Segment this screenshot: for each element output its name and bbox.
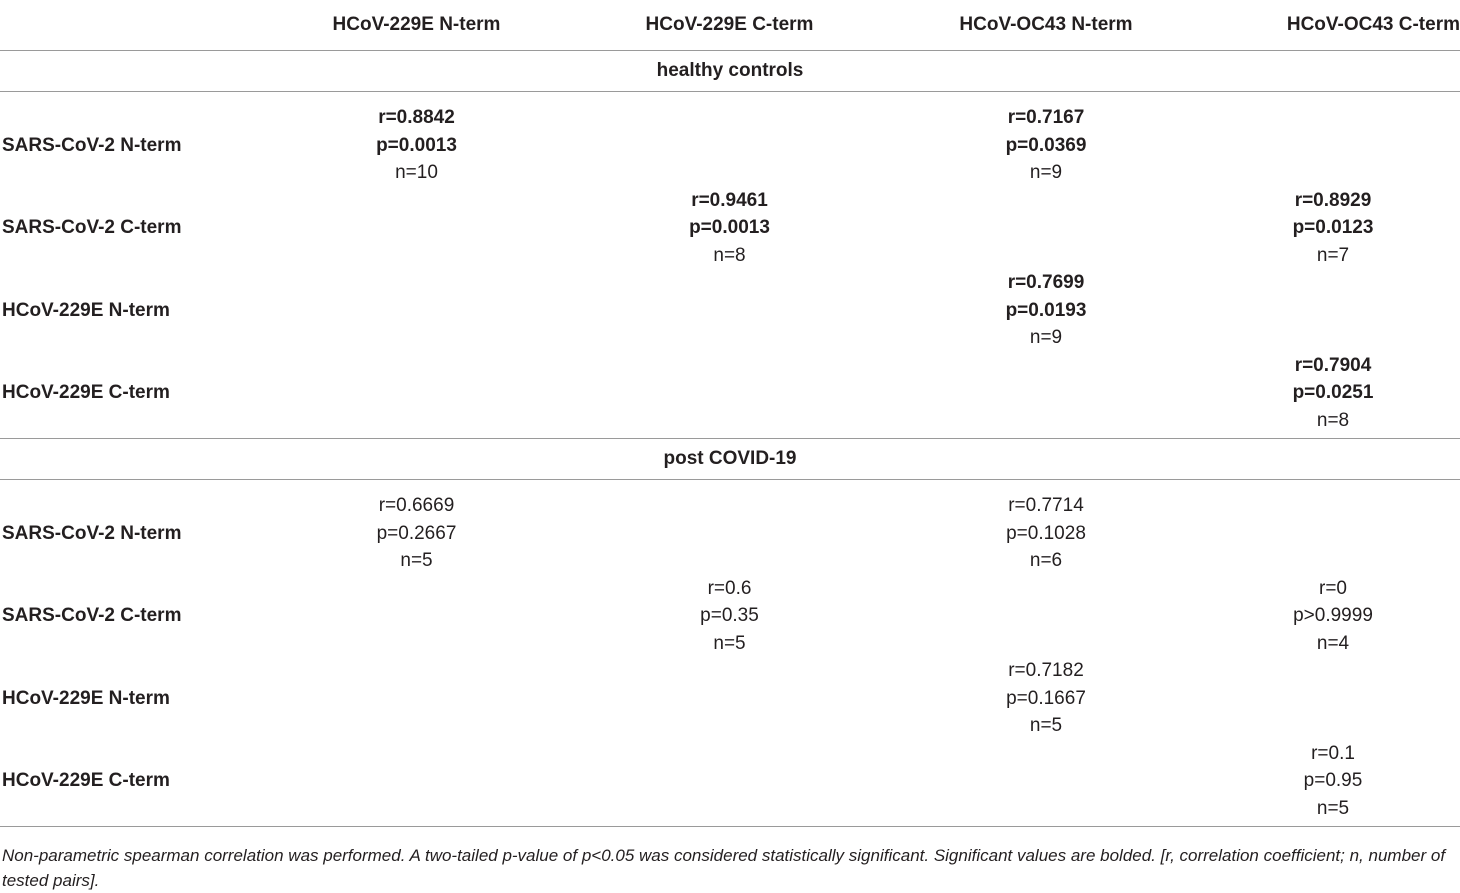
correlation-cell <box>260 480 573 575</box>
r-value: r=0 <box>1319 577 1347 599</box>
row-label: SARS-CoV-2 C-term <box>2 217 182 238</box>
n-value: n=6 <box>1029 550 1063 571</box>
correlation-cell <box>1206 657 1460 740</box>
group-header-row <box>0 439 1460 480</box>
n-value: n=10 <box>395 162 438 183</box>
p-value: p=0.35 <box>700 605 759 626</box>
r-value: r=0.7167 <box>1007 107 1085 128</box>
correlation-cell <box>260 92 573 187</box>
r-value: r=0.6 <box>707 577 752 599</box>
table-row <box>0 352 1460 439</box>
r-value: r=0.6669 <box>378 495 455 516</box>
correlation-cell <box>886 740 1206 827</box>
correlation-cell <box>260 575 573 658</box>
n-value: n=9 <box>1029 162 1063 183</box>
header-cell-229e-nterm: HCoV-229E N-term <box>260 0 573 51</box>
r-value: r=0.7182 <box>1008 660 1084 681</box>
correlation-cell <box>573 575 886 658</box>
header-row <box>0 0 1460 51</box>
n-value: n=8 <box>713 244 746 266</box>
row-label: SARS-CoV-2 N-term <box>2 522 182 544</box>
table-row <box>0 187 1460 270</box>
header-cell-empty <box>0 0 260 51</box>
r-value: r=0.1 <box>1311 742 1355 764</box>
n-value: n=5 <box>713 632 746 654</box>
n-value: n=5 <box>400 550 433 571</box>
row-label: SARS-CoV-2 C-term <box>2 605 182 626</box>
correlation-cell <box>1206 352 1460 439</box>
correlation-cell <box>886 657 1206 740</box>
r-value: r=0.8929 <box>1294 189 1372 211</box>
p-value: p=0.0013 <box>376 134 457 156</box>
r-value: r=0.7699 <box>1007 272 1085 293</box>
correlation-cell <box>886 269 1206 352</box>
correlation-cell <box>573 269 886 352</box>
row-label: HCoV-229E C-term <box>0 740 260 827</box>
r-value: r=0.7904 <box>1294 354 1372 376</box>
correlation-cell <box>573 352 886 439</box>
group-label: post COVID-19 <box>0 439 1460 480</box>
correlation-cell <box>1206 187 1460 270</box>
p-value: p=0.1028 <box>1006 522 1086 544</box>
correlation-cell <box>260 657 573 740</box>
n-value: n=5 <box>1029 715 1063 736</box>
p-value: p=0.0193 <box>1005 299 1087 321</box>
correlation-cell <box>1206 269 1460 352</box>
correlation-cell <box>260 352 573 439</box>
correlation-cell <box>573 187 886 270</box>
p-value: p=0.0123 <box>1292 217 1374 238</box>
r-value: r=0.9461 <box>691 189 768 211</box>
n-value: n=8 <box>1316 409 1350 431</box>
row-label: HCoV-229E N-term <box>2 299 170 321</box>
correlation-cell <box>1206 575 1460 658</box>
correlation-cell <box>573 92 886 187</box>
table-footnote: Non-parametric spearman correlation was performed. A two-tailed p-value of p<0.05 was considered statistically significant. Significant values are bolded. [r, correlation coefficient; n, number of tested pairs]. <box>2 846 1446 890</box>
p-value: p=0.95 <box>1303 770 1363 791</box>
p-value: p=0.1667 <box>1006 687 1086 709</box>
group-header-row <box>0 51 1460 92</box>
header-cell-oc43-nterm: HCoV-OC43 N-term <box>886 0 1206 51</box>
p-value: p=0.0013 <box>689 217 770 238</box>
table-row <box>0 92 1460 187</box>
correlation-cell <box>260 187 573 270</box>
header-cell-229e-cterm: HCoV-229E C-term <box>573 0 886 51</box>
correlation-cell <box>1206 740 1460 827</box>
p-value: p>0.9999 <box>1293 605 1373 626</box>
table-row <box>0 575 1460 658</box>
correlation-cell <box>260 740 573 827</box>
table-header <box>0 0 1460 51</box>
row-label: SARS-CoV-2 N-term <box>2 134 182 156</box>
group-label: healthy controls <box>0 51 1460 92</box>
correlation-cell <box>573 480 886 575</box>
correlation-cell <box>886 92 1206 187</box>
table-body <box>0 51 1460 827</box>
correlation-cell <box>573 740 886 827</box>
correlation-cell <box>1206 480 1460 575</box>
row-label: HCoV-229E N-term <box>2 687 170 709</box>
table-row <box>0 269 1460 352</box>
r-value: r=0.8842 <box>378 107 455 128</box>
p-value: p=0.0251 <box>1292 382 1374 403</box>
n-value: n=9 <box>1029 327 1063 348</box>
n-value: n=4 <box>1316 632 1350 654</box>
table-row <box>0 480 1460 575</box>
correlation-cell <box>573 657 886 740</box>
table-row <box>0 657 1460 740</box>
header-cell-oc43-cterm: HCoV-OC43 C-term <box>1206 0 1460 51</box>
correlation-cell <box>260 269 573 352</box>
p-value: p=0.2667 <box>376 522 457 544</box>
n-value: n=7 <box>1316 244 1350 266</box>
correlation-cell <box>886 480 1206 575</box>
r-value: r=0.7714 <box>1008 495 1084 516</box>
p-value: p=0.0369 <box>1005 134 1087 156</box>
row-label: HCoV-229E C-term <box>0 352 260 439</box>
correlation-cell <box>1206 92 1460 187</box>
correlation-cell <box>886 352 1206 439</box>
correlation-cell <box>886 575 1206 658</box>
correlation-cell <box>886 187 1206 270</box>
n-value: n=5 <box>1316 797 1350 819</box>
table-row <box>0 740 1460 827</box>
